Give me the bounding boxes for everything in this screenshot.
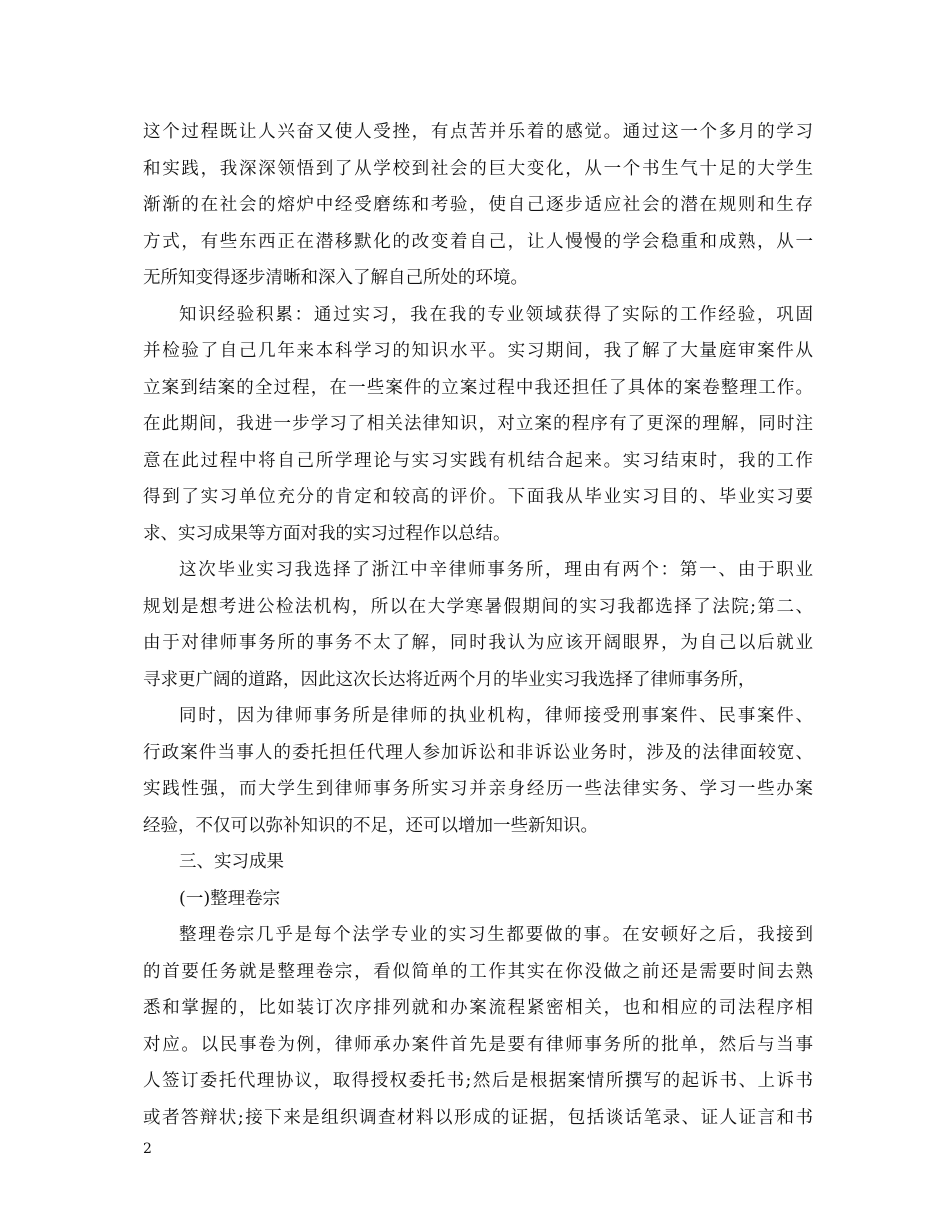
text-line: 并检验了自己几年来本科学习的知识水平。实习期间，我了解了大量庭审案件从 [143, 341, 813, 361]
text-line: 这个过程既让人兴奋又使人受挫，有点苦并乐着的感觉。通过这一个多月的学习 [143, 122, 813, 142]
text-line: 得到了实习单位充分的肯定和较高的评价。下面我从毕业实习目的、毕业实习要 [143, 487, 813, 507]
text-line: 人签订委托代理协议，取得授权委托书;然后是根据案情所撰写的起诉书、上诉书 [143, 1071, 813, 1091]
text-line: 行政案件当事人的委托担任代理人参加诉讼和非诉讼业务时，涉及的法律面较宽、 [143, 742, 813, 763]
text-line: 或者答辩状;接下来是组织调查材料以形成的证据，包括谈话笔录、证人证言和书 [143, 1107, 813, 1128]
text-line: 方式，有些东西正在潜移默化的改变着自己，让人慢慢的学会稳重和成熟，从一 [143, 231, 813, 252]
text-line: 的首要任务就是整理卷宗，看似简单的工作其实在你没做之前还是需要时间去熟 [143, 961, 813, 982]
text-line: 这次毕业实习我选择了浙江中辛律师事务所，理由有两个：第一、由于职业 [179, 560, 813, 580]
text-line: 经验，不仅可以弥补知识的不足，还可以增加一些新知识。 [143, 815, 598, 836]
text-line: 无所知变得逐步清晰和深入了解自己所处的环境。 [143, 268, 528, 288]
body-text [143, 114, 813, 1136]
text-line: 意在此过程中将自己所学理论与实习实践有机结合起来。实习结束时，我的工作 [143, 450, 813, 471]
text-line: 求、实习成果等方面对我的实习过程作以总结。 [143, 523, 511, 544]
text-line: 由于对律师事务所的事务不太了解，同时我认为应该开阔眼界，为自己以后就业 [143, 633, 813, 653]
text-line: 对应。以民事卷为例，律师承办案件首先是要有律师事务所的批单，然后与当事 [143, 1034, 813, 1055]
text-line: 实践性强，而大学生到律师事务所实习并亲身经历一些法律实务、学习一些办案 [143, 779, 813, 799]
text-line: 知识经验积累：通过实习，我在我的专业领域获得了实际的工作经验，巩固 [179, 304, 813, 325]
text-line: 在此期间，我进一步学习了相关法律知识，对立案的程序有了更深的理解，同时注 [143, 414, 813, 434]
text-line: 规划是想考进公检法机构，所以在大学寒暑假期间的实习我都选择了法院;第二、 [143, 596, 813, 617]
text-line: 和实践，我深深领悟到了从学校到社会的巨大变化，从一个书生气十足的大学生 [143, 158, 813, 179]
text-line: 整理卷宗几乎是每个法学专业的实习生都要做的事。在安顿好之后，我接到 [179, 925, 813, 945]
page-number: 2 [143, 1141, 152, 1157]
text-line: 三、实习成果 [179, 852, 284, 872]
text-line: 立案到结案的全过程，在一些案件的立案过程中我还担任了具体的案卷整理工作。 [143, 377, 813, 398]
text-line: 同时，因为律师事务所是律师的执业机构，律师接受刑事案件、民事案件、 [179, 706, 813, 726]
text-line: (一)整理卷宗 [179, 888, 281, 909]
text-line: 寻求更广阔的道路，因此这次长达将近两个月的毕业实习我选择了律师事务所， [143, 669, 756, 690]
text-line: 渐渐的在社会的熔炉中经受磨练和考验，使自己逐步适应社会的潜在规则和生存 [143, 195, 813, 215]
text-line: 悉和掌握的，比如装订次序排列就和办案流程紧密相关，也和相应的司法程序相 [143, 998, 813, 1018]
